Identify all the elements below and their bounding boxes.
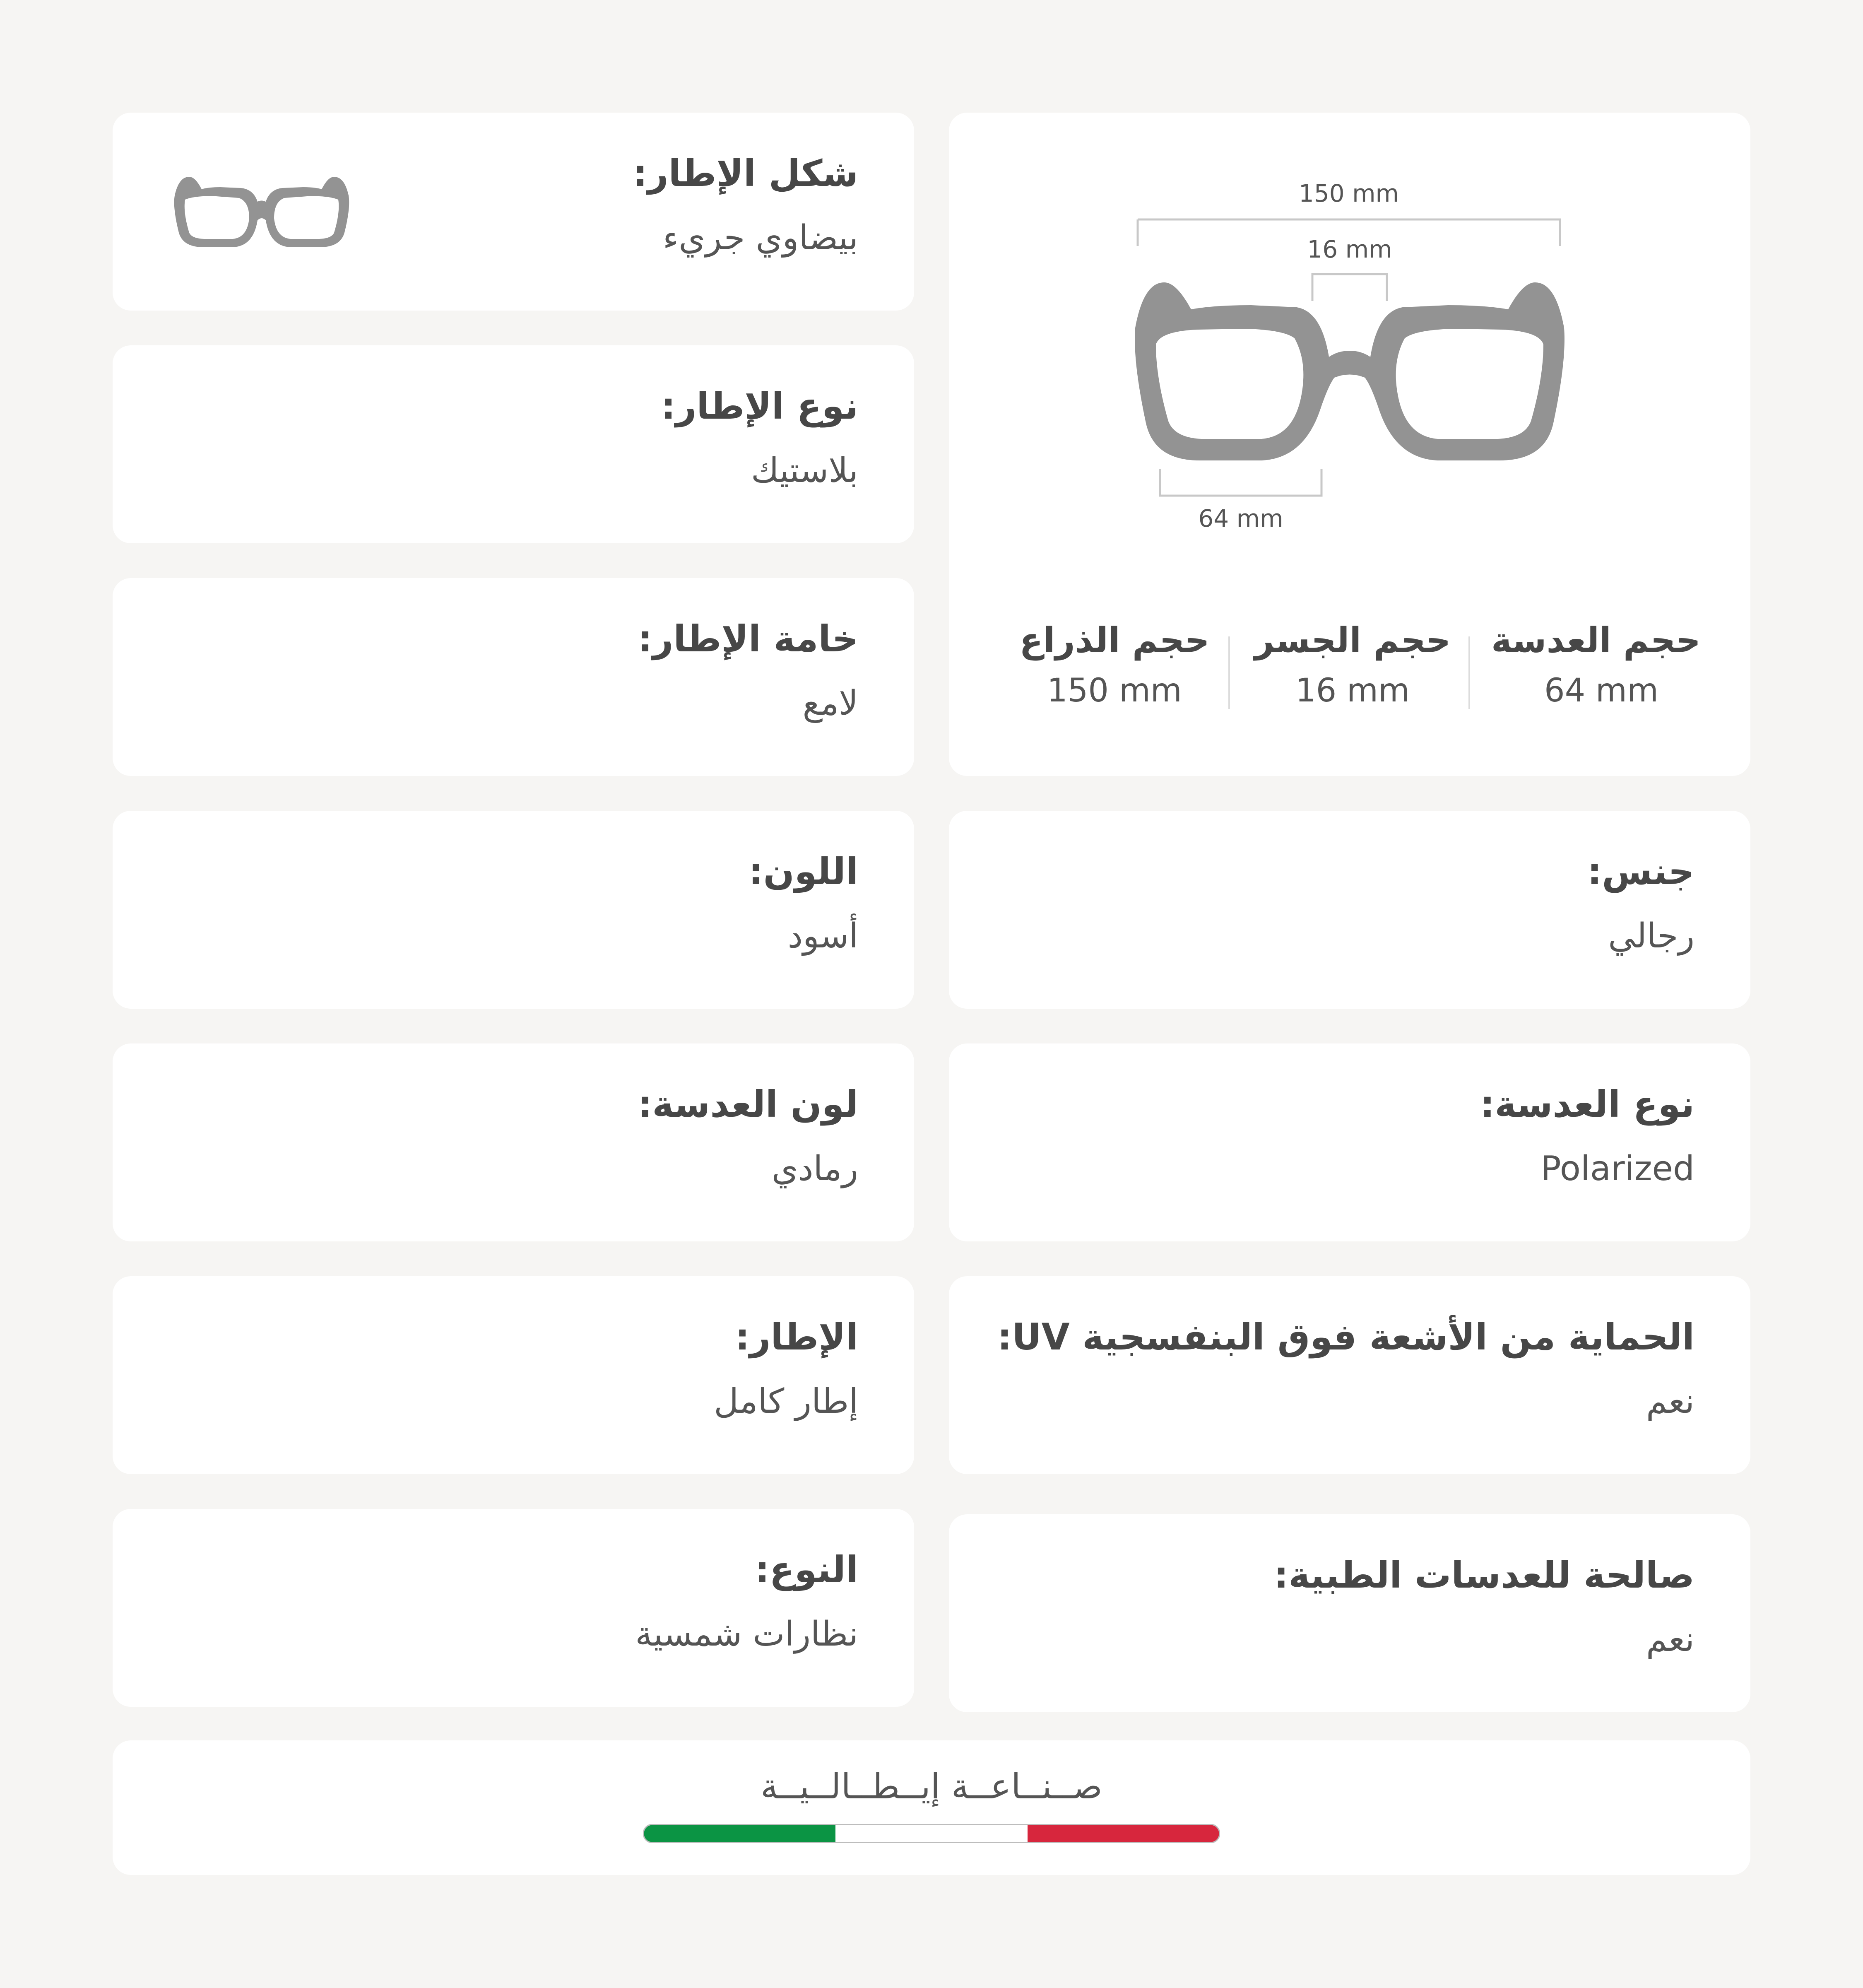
uv-protection-title: الحماية من الأشعة فوق البنفسجية UV: — [997, 1316, 1695, 1358]
italian-flag-bar — [643, 1824, 1220, 1843]
product-type-card — [113, 1509, 914, 1707]
prescription-card — [949, 1514, 1750, 1712]
total-width-label: 150 mm — [1298, 179, 1399, 207]
frame-type-value: بلاستيك — [751, 451, 858, 490]
prescription-value: نعم — [1646, 1620, 1695, 1659]
lens-size — [1491, 620, 1701, 709]
rim-card — [113, 1276, 914, 1474]
bridge-size — [1253, 620, 1452, 709]
rim-value: إطار كامل — [714, 1382, 858, 1421]
product-type-title: النوع: — [755, 1548, 858, 1591]
uv-protection-value: نعم — [1646, 1382, 1695, 1421]
glasses-shape-icon — [166, 171, 357, 249]
temple-size — [1015, 620, 1214, 709]
lens-color-card — [113, 1043, 914, 1241]
frame-material-title: خامة الإطار: — [638, 617, 858, 660]
made-in-italy-label: صــنــاعــة إيــطــالــيــة — [761, 1766, 1102, 1807]
lens-type-title: نوع العدسة: — [1480, 1083, 1695, 1125]
bridge-size-title: حجم الجسر — [1254, 620, 1451, 660]
prescription-title: صالحة للعدسات الطبية: — [1274, 1554, 1695, 1596]
temple-size-title: حجم الذراع — [1019, 620, 1210, 660]
frame-type-title: نوع الإطار: — [661, 385, 858, 427]
bridge-size-value: 16 mm — [1295, 672, 1410, 709]
flag-white — [835, 1824, 1028, 1843]
gender-title: جنس: — [1587, 850, 1695, 893]
lens-size-value: 64 mm — [1544, 672, 1658, 709]
lens-color-title: لون العدسة: — [638, 1083, 858, 1125]
frame-type-card — [113, 345, 914, 543]
lens-type-value: Polarized — [1540, 1149, 1695, 1188]
temple-size-value: 150 mm — [1047, 672, 1182, 709]
color-card — [113, 811, 914, 1009]
measure-divider — [1228, 636, 1230, 709]
lens-type-card — [949, 1043, 1750, 1241]
frame-shape-value: بيضاوي جريء — [662, 218, 858, 258]
lens-label: 64 mm — [1198, 504, 1283, 533]
frame-material-value: لامع — [802, 684, 858, 723]
frame-material-card — [113, 578, 914, 776]
product-type-value: نظارات شمسية — [635, 1614, 858, 1654]
made-in-italy-card — [113, 1740, 1750, 1875]
bridge-label: 16 mm — [1307, 235, 1392, 263]
color-title: اللون: — [749, 850, 858, 893]
lens-color-value: رمادي — [771, 1149, 858, 1188]
flag-green — [643, 1824, 835, 1843]
measure-divider — [1468, 636, 1470, 709]
gender-value: رجالي — [1608, 916, 1695, 956]
color-value: أسود — [787, 916, 858, 956]
frame-shape-card — [113, 113, 914, 311]
glasses-dimensions-diagram — [949, 113, 1750, 568]
lens-size-title: حجم العدسة — [1491, 620, 1701, 660]
flag-red — [1028, 1824, 1220, 1843]
frame-shape-title: شكل الإطار: — [633, 152, 858, 195]
rim-title: الإطار: — [735, 1316, 858, 1358]
uv-protection-card — [949, 1276, 1750, 1474]
dimensions-card — [949, 113, 1750, 776]
gender-card — [949, 811, 1750, 1009]
